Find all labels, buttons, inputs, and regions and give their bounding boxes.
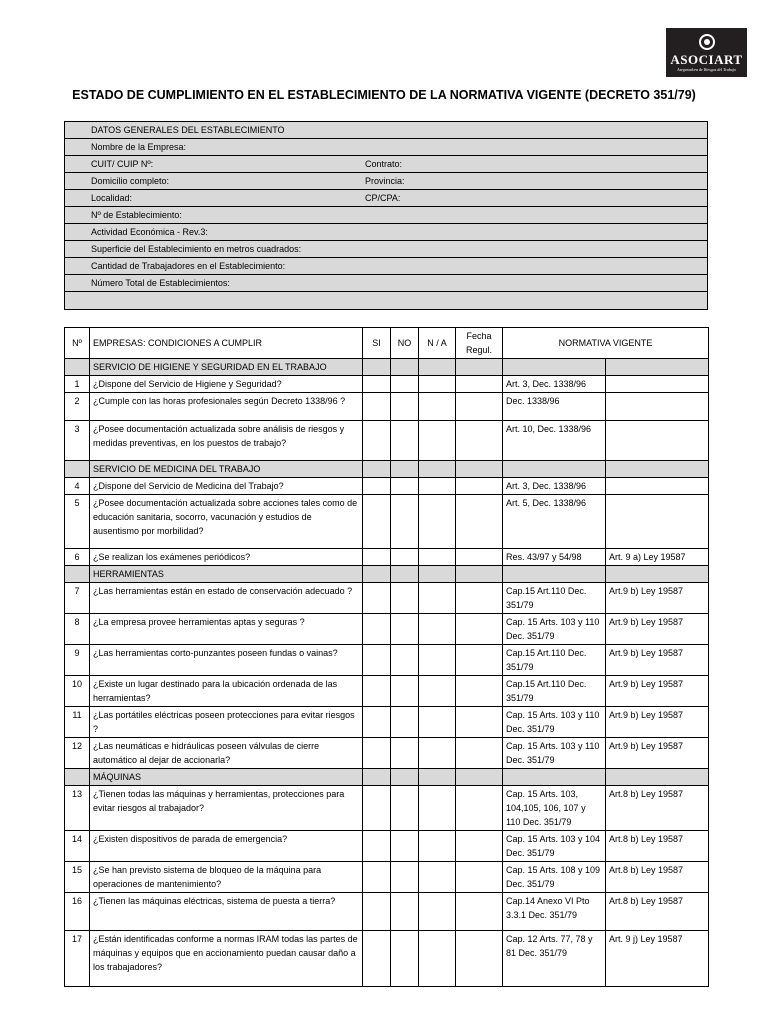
section-num-cell — [65, 769, 90, 786]
row-ley: Art.8 b) Ley 19587 — [606, 831, 709, 862]
row-question: ¿Cumple con las horas profesionales según Decreto 1338/96 ? — [90, 393, 363, 421]
row-ley: Art. 9 j) Ley 19587 — [606, 931, 709, 987]
table-row — [65, 495, 709, 549]
row-question: ¿Existen dispositivos de parada de emergencia? — [90, 831, 363, 862]
field-cuit[interactable] — [65, 156, 708, 173]
row-number: 12 — [65, 738, 90, 769]
row-number: 6 — [65, 549, 90, 566]
row-normativa: Cap. 12 Arts. 77, 78 y 81 Dec. 351/79 — [503, 931, 606, 987]
row-normativa: Cap. 15 Arts. 103, 104,105, 106, 107 y 110 Dec. 351/79 — [503, 786, 606, 831]
section-empty-cell — [363, 769, 391, 786]
checklist-table — [64, 327, 709, 987]
row-number: 16 — [65, 893, 90, 931]
check-no-cell[interactable] — [391, 376, 419, 393]
row-number: 9 — [65, 645, 90, 676]
check-na-cell[interactable] — [419, 614, 456, 645]
check-si-cell[interactable] — [363, 614, 391, 645]
check-no-cell[interactable] — [391, 862, 419, 893]
row-number: 5 — [65, 495, 90, 549]
section-title: SERVICIO DE HIGIENE Y SEGURIDAD EN EL TRABAJO — [90, 359, 363, 376]
check-si-cell[interactable] — [363, 645, 391, 676]
section-ley-cell — [606, 359, 709, 376]
row-number: 8 — [65, 614, 90, 645]
row-question: ¿Dispone del Servicio de Medicina del Trabajo? — [90, 478, 363, 495]
section-ref-cell — [503, 359, 606, 376]
row-question: ¿Tienen todas las máquinas y herramientas, protecciones para evitar riesgos al trabajador? — [90, 786, 363, 831]
check-si-cell[interactable] — [363, 707, 391, 738]
row-normativa: Cap. 15 Arts. 103 y 104 Dec. 351/79 — [503, 831, 606, 862]
check-na-cell[interactable] — [419, 831, 456, 862]
row-question: ¿Las portátiles eléctricas poseen protecciones para evitar riesgos ? — [90, 707, 363, 738]
row-normativa: Res. 43/97 y 54/98 — [503, 549, 606, 566]
table-row — [65, 931, 709, 987]
check-si-cell[interactable] — [363, 676, 391, 707]
row-normativa: Cap.15 Art.110 Dec. 351/79 — [503, 645, 606, 676]
label-domicilio: Domicilio completo: — [91, 176, 170, 186]
row-ley — [606, 421, 709, 461]
check-si-cell[interactable] — [363, 421, 391, 461]
field-superficie[interactable]: Superficie del Establecimiento en metros cuadrados: — [65, 241, 708, 258]
table-row — [65, 645, 709, 676]
fecha-regul-cell[interactable] — [456, 495, 503, 549]
row-question: ¿Están identificadas conforme a normas IRAM todas las partes de máquinas y equipos que en accionamiento puedan causar daño a los trabajadores? — [90, 931, 363, 987]
general-data-table — [64, 121, 708, 310]
check-no-cell[interactable] — [391, 786, 419, 831]
col-num: Nº — [65, 328, 90, 359]
row-normativa: Art. 3, Dec. 1338/96 — [503, 478, 606, 495]
check-na-cell[interactable] — [419, 421, 456, 461]
table-row — [65, 421, 709, 461]
check-no-cell[interactable] — [391, 893, 419, 931]
section-empty-cell — [391, 769, 419, 786]
fecha-regul-cell[interactable] — [456, 786, 503, 831]
section-empty-cell — [456, 566, 503, 583]
row-ley: Art.9 b) Ley 19587 — [606, 707, 709, 738]
section-title: SERVICIO DE MEDICINA DEL TRABAJO — [90, 461, 363, 478]
label-localidad: Localidad: — [91, 193, 133, 203]
section-empty-cell — [419, 769, 456, 786]
check-no-cell[interactable] — [391, 738, 419, 769]
check-no-cell[interactable] — [391, 676, 419, 707]
col-item: EMPRESAS: CONDICIONES A CUMPLIR — [90, 328, 363, 359]
col-no: NO — [391, 328, 419, 359]
field-trabajadores[interactable]: Cantidad de Trabajadores en el Establecimiento: — [65, 258, 708, 275]
row-ley: Art.8 b) Ley 19587 — [606, 893, 709, 931]
row-question: ¿Se realizan los exámenes periódicos? — [90, 549, 363, 566]
check-na-cell[interactable] — [419, 738, 456, 769]
check-na-cell[interactable] — [419, 707, 456, 738]
check-na-cell[interactable] — [419, 583, 456, 614]
check-si-cell[interactable] — [363, 931, 391, 987]
section-ref-cell — [503, 566, 606, 583]
fecha-regul-cell[interactable] — [456, 645, 503, 676]
check-si-cell[interactable] — [363, 549, 391, 566]
row-number: 10 — [65, 676, 90, 707]
row-ley: Art.9 b) Ley 19587 — [606, 583, 709, 614]
row-ley: Art.9 b) Ley 19587 — [606, 645, 709, 676]
check-no-cell[interactable] — [391, 393, 419, 421]
check-na-cell[interactable] — [419, 893, 456, 931]
check-no-cell[interactable] — [391, 645, 419, 676]
section-empty-cell — [363, 359, 391, 376]
check-si-cell[interactable] — [363, 738, 391, 769]
section-title: HERRAMIENTAS — [90, 566, 363, 583]
row-number: 11 — [65, 707, 90, 738]
row-ley — [606, 495, 709, 549]
row-number: 15 — [65, 862, 90, 893]
table-row — [65, 738, 709, 769]
row-number: 7 — [65, 583, 90, 614]
section-num-cell — [65, 359, 90, 376]
company-logo — [666, 28, 747, 77]
col-si: SI — [363, 328, 391, 359]
row-normativa: Cap.15 Art.110 Dec. 351/79 — [503, 583, 606, 614]
field-localidad[interactable] — [65, 190, 708, 207]
row-ley: Art.9 b) Ley 19587 — [606, 738, 709, 769]
check-no-cell[interactable] — [391, 495, 419, 549]
row-normativa: Art. 10, Dec. 1338/96 — [503, 421, 606, 461]
row-number: 13 — [65, 786, 90, 831]
check-na-cell[interactable] — [419, 376, 456, 393]
col-normativa: NORMATIVA VIGENTE — [503, 328, 709, 359]
row-question: ¿Se han previsto sistema de bloqueo de la máquina para operaciones de mantenimiento? — [90, 862, 363, 893]
fecha-regul-cell[interactable] — [456, 738, 503, 769]
section-empty-cell — [456, 461, 503, 478]
check-si-cell[interactable] — [363, 786, 391, 831]
check-na-cell[interactable] — [419, 478, 456, 495]
fecha-regul-cell[interactable] — [456, 831, 503, 862]
section-empty-cell — [391, 359, 419, 376]
row-number: 2 — [65, 393, 90, 421]
label-provincia: Provincia: — [365, 176, 405, 186]
document-title: ESTADO DE CUMPLIMIENTO EN EL ESTABLECIMIENTO DE LA NORMATIVA VIGENTE (DECRETO 351/79) — [72, 88, 696, 102]
table-row — [65, 614, 709, 645]
row-question: ¿Posee documentación actualizada sobre análisis de riesgos y medidas preventivas, en los puestos de trabajo? — [90, 421, 363, 461]
fecha-regul-cell[interactable] — [456, 549, 503, 566]
row-normativa: Dec. 1338/96 — [503, 393, 606, 421]
table-row — [65, 786, 709, 831]
check-no-cell[interactable] — [391, 707, 419, 738]
section-ref-cell — [503, 461, 606, 478]
check-na-cell[interactable] — [419, 786, 456, 831]
row-ley: Art.8 b) Ley 19587 — [606, 862, 709, 893]
table-row — [65, 831, 709, 862]
section-ley-cell — [606, 461, 709, 478]
row-number: 4 — [65, 478, 90, 495]
row-ley: Art.9 b) Ley 19587 — [606, 614, 709, 645]
label-cp: CP/CPA: — [365, 193, 401, 203]
fecha-regul-cell[interactable] — [456, 376, 503, 393]
check-na-cell[interactable] — [419, 676, 456, 707]
row-normativa: Cap.14 Anexo VI Pto 3.3.1 Dec. 351/79 — [503, 893, 606, 931]
row-number: 14 — [65, 831, 90, 862]
check-si-cell[interactable] — [363, 376, 391, 393]
table-row — [65, 583, 709, 614]
section-empty-cell — [419, 566, 456, 583]
row-normativa: Cap. 15 Arts. 103 y 110 Dec. 351/79 — [503, 614, 606, 645]
check-si-cell[interactable] — [363, 862, 391, 893]
section-empty-cell — [363, 566, 391, 583]
row-normativa: Cap. 15 Arts. 108 y 109 Dec. 351/79 — [503, 862, 606, 893]
row-number: 1 — [65, 376, 90, 393]
row-ley — [606, 393, 709, 421]
check-no-cell[interactable] — [391, 549, 419, 566]
row-question: ¿Las neumáticas e hidráulicas poseen válvulas de cierre automático al dejar de accionarla? — [90, 738, 363, 769]
table-row — [65, 676, 709, 707]
row-ley: Art. 9 a) Ley 19587 — [606, 549, 709, 566]
row-question: ¿Dispone del Servicio de Higiene y Seguridad? — [90, 376, 363, 393]
check-na-cell[interactable] — [419, 931, 456, 987]
blank-row[interactable] — [65, 292, 708, 310]
section-row-maquinas — [65, 769, 709, 786]
field-actividad[interactable]: Actividad Económica - Rev.3: — [65, 224, 708, 241]
section-ley-cell — [606, 566, 709, 583]
row-question: ¿Posee documentación actualizada sobre acciones tales como de educación sanitaria, socorro, vacunación y estudios de ausentismo por morbilidad? — [90, 495, 363, 549]
section-ley-cell — [606, 769, 709, 786]
fecha-regul-cell[interactable] — [456, 393, 503, 421]
check-si-cell[interactable] — [363, 393, 391, 421]
row-normativa: Cap. 15 Arts. 103 y 110 Dec. 351/79 — [503, 738, 606, 769]
check-si-cell[interactable] — [363, 478, 391, 495]
row-question: ¿Las herramientas corto-punzantes poseen fundas o vainas? — [90, 645, 363, 676]
check-na-cell[interactable] — [419, 645, 456, 676]
section-empty-cell — [391, 461, 419, 478]
section-title: MÁQUINAS — [90, 769, 363, 786]
fecha-regul-cell[interactable] — [456, 676, 503, 707]
field-total[interactable]: Número Total de Establecimientos: — [65, 275, 708, 292]
check-no-cell[interactable] — [391, 614, 419, 645]
section-empty-cell — [456, 769, 503, 786]
section-num-cell — [65, 566, 90, 583]
section-empty-cell — [391, 566, 419, 583]
row-ley — [606, 478, 709, 495]
section-row-herramientas — [65, 566, 709, 583]
row-question: ¿Existe un lugar destinado para la ubicación ordenada de las herramientas? — [90, 676, 363, 707]
check-si-cell[interactable] — [363, 831, 391, 862]
field-establecimiento[interactable]: Nº de Establecimiento: — [65, 207, 708, 224]
row-ley: Art.8 b) Ley 19587 — [606, 786, 709, 831]
check-no-cell[interactable] — [391, 478, 419, 495]
row-normativa: Cap. 15 Arts. 103 y 110 Dec. 351/79 — [503, 707, 606, 738]
check-na-cell[interactable] — [419, 495, 456, 549]
label-cuit: CUIT/ CUIP Nº: — [91, 159, 154, 169]
table-row — [65, 478, 709, 495]
section-ref-cell — [503, 769, 606, 786]
check-na-cell[interactable] — [419, 393, 456, 421]
col-fecha: Fecha Regul. — [456, 328, 503, 359]
section-row-higiene — [65, 359, 709, 376]
logo-tagline: Aseguradora de Riesgos del Trabajo — [677, 67, 736, 72]
row-question: ¿Tienen las máquinas eléctricas, sistema de puesta a tierra? — [90, 893, 363, 931]
logo-name: ASOCIART — [670, 52, 743, 67]
row-question: ¿La empresa provee herramientas aptas y seguras ? — [90, 614, 363, 645]
general-heading: DATOS GENERALES DEL ESTABLECIMIENTO — [65, 122, 708, 139]
check-si-cell[interactable] — [363, 583, 391, 614]
table-row — [65, 893, 709, 931]
row-ley: Art.9 b) Ley 19587 — [606, 676, 709, 707]
row-normativa: Art. 3, Dec. 1338/96 — [503, 376, 606, 393]
section-row-medicina — [65, 461, 709, 478]
label-contrato: Contrato: — [365, 159, 403, 169]
check-na-cell[interactable] — [419, 549, 456, 566]
table-row — [65, 549, 709, 566]
row-number: 3 — [65, 421, 90, 461]
table-row — [65, 707, 709, 738]
fecha-regul-cell[interactable] — [456, 893, 503, 931]
section-num-cell — [65, 461, 90, 478]
fecha-regul-cell[interactable] — [456, 862, 503, 893]
col-na: N / A — [419, 328, 456, 359]
fecha-regul-cell[interactable] — [456, 478, 503, 495]
row-normativa: Art. 5, Dec. 1338/96 — [503, 495, 606, 549]
fecha-regul-cell[interactable] — [456, 421, 503, 461]
check-no-cell[interactable] — [391, 421, 419, 461]
field-empresa[interactable]: Nombre de la Empresa: — [65, 139, 708, 156]
section-empty-cell — [419, 461, 456, 478]
fecha-regul-cell[interactable] — [456, 931, 503, 987]
section-empty-cell — [456, 359, 503, 376]
row-ley — [606, 376, 709, 393]
table-row — [65, 393, 709, 421]
table-row — [65, 376, 709, 393]
check-no-cell[interactable] — [391, 583, 419, 614]
row-normativa: Cap.15 Art.110 Dec. 351/79 — [503, 676, 606, 707]
table-row — [65, 862, 709, 893]
fecha-regul-cell[interactable] — [456, 614, 503, 645]
fecha-regul-cell[interactable] — [456, 707, 503, 738]
section-empty-cell — [363, 461, 391, 478]
check-si-cell[interactable] — [363, 893, 391, 931]
check-no-cell[interactable] — [391, 831, 419, 862]
row-number: 17 — [65, 931, 90, 987]
check-no-cell[interactable] — [391, 931, 419, 987]
row-question: ¿Las herramientas están en estado de conservación adecuado ? — [90, 583, 363, 614]
check-si-cell[interactable] — [363, 495, 391, 549]
table-header-row — [65, 328, 709, 359]
logo-mark-icon — [699, 34, 715, 50]
section-empty-cell — [419, 359, 456, 376]
fecha-regul-cell[interactable] — [456, 583, 503, 614]
field-domicilio[interactable] — [65, 173, 708, 190]
check-na-cell[interactable] — [419, 862, 456, 893]
